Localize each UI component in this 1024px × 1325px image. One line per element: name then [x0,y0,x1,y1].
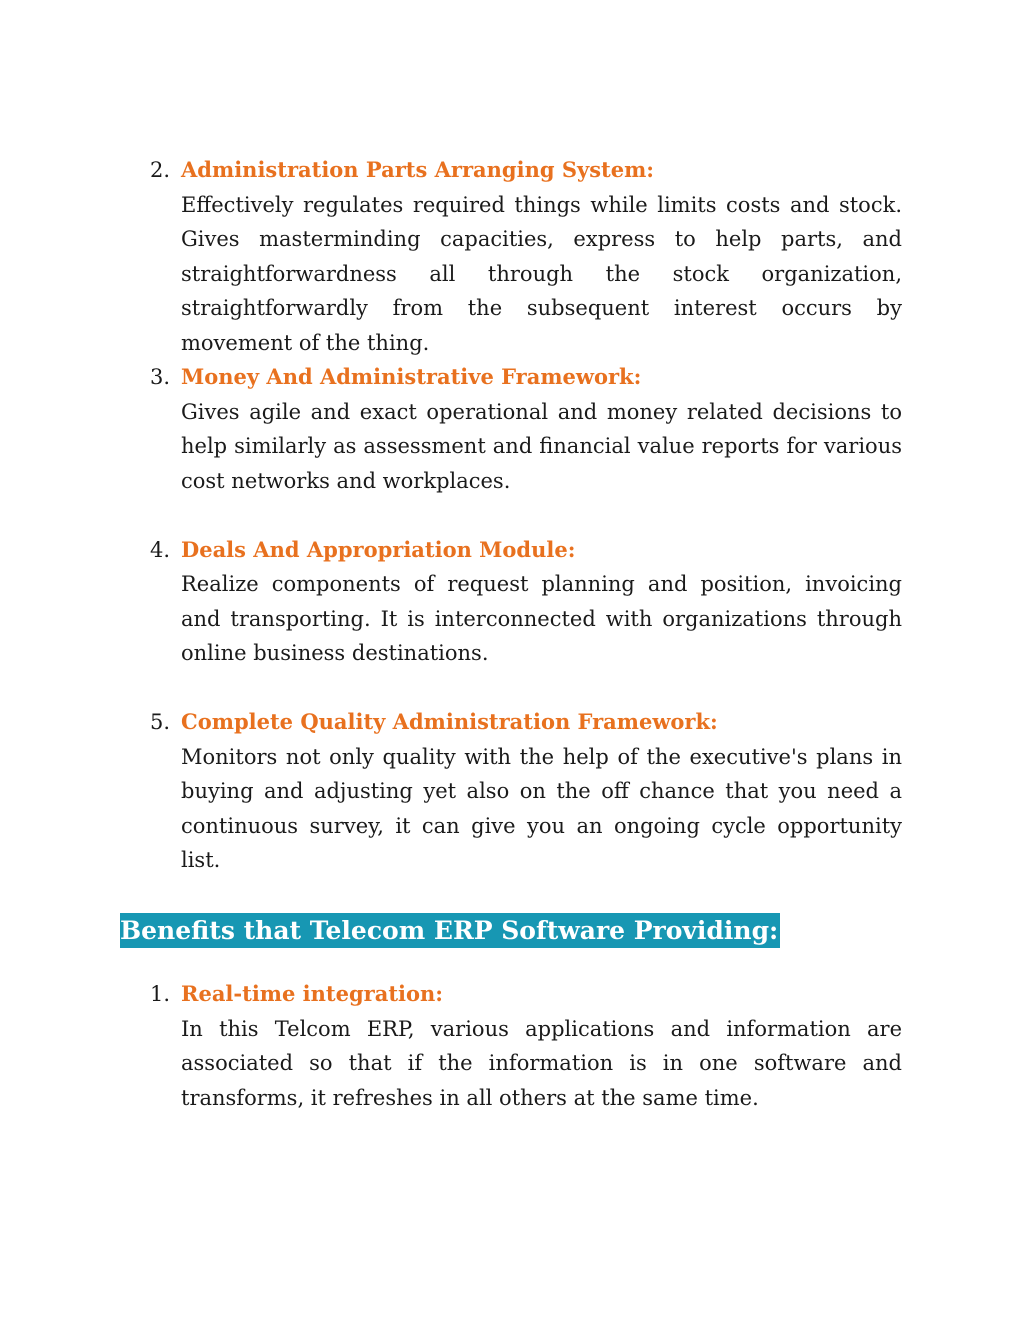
item-number: 5. [150,710,171,734]
item-number: 1. [150,982,171,1006]
list-item [150,705,902,878]
section-title: Benefits that Telecom ERP Software Providing: [120,913,780,948]
item-content [181,533,902,671]
list-item [150,360,902,498]
item-body: Effectively regulates required things while limits costs and stock. Gives masterminding capacities, express to help parts, and straightforwardness all through the stock organization, straightforwardly from the subsequent interest occurs by movement of the thing. [181,192,902,355]
feature-list [150,153,902,878]
list-item [150,533,902,671]
item-body: Monitors not only quality with the help of the executive's plans in buying and adjusting yet also on the off chance that you need a continuous survey, it can give you an ongoing cycle opportunity list. [181,744,902,872]
item-content [181,153,902,360]
item-number: 3. [150,365,171,389]
item-heading: Complete Quality Administration Framework: [181,709,718,734]
item-number: 4. [150,537,171,562]
item-content [181,360,902,498]
benefits-list [150,977,902,1115]
item-body: Realize components of request planning and position, invoicing and transporting. It is interconnected with organizations through online business destinations. [181,572,902,665]
item-heading: Administration Parts Arranging System: [181,157,655,182]
item-body: In this Telcom ERP, various applications and information are associated so that if the information is in one software and transforms, it refreshes in all others at the same time. [181,1016,902,1110]
item-number: 2. [150,158,171,182]
item-content [181,977,902,1115]
item-heading: Real-time integration: [181,981,444,1006]
item-body: Gives agile and exact operational and money related decisions to help similarly as assessment and financial value reports for various cost networks and workplaces. [181,399,902,493]
list-item [150,153,902,360]
item-heading: Deals And Appropriation Module: [181,536,576,562]
item-content [181,705,902,878]
list-item [150,977,902,1115]
item-heading: Money And Administrative Framework: [181,364,642,389]
